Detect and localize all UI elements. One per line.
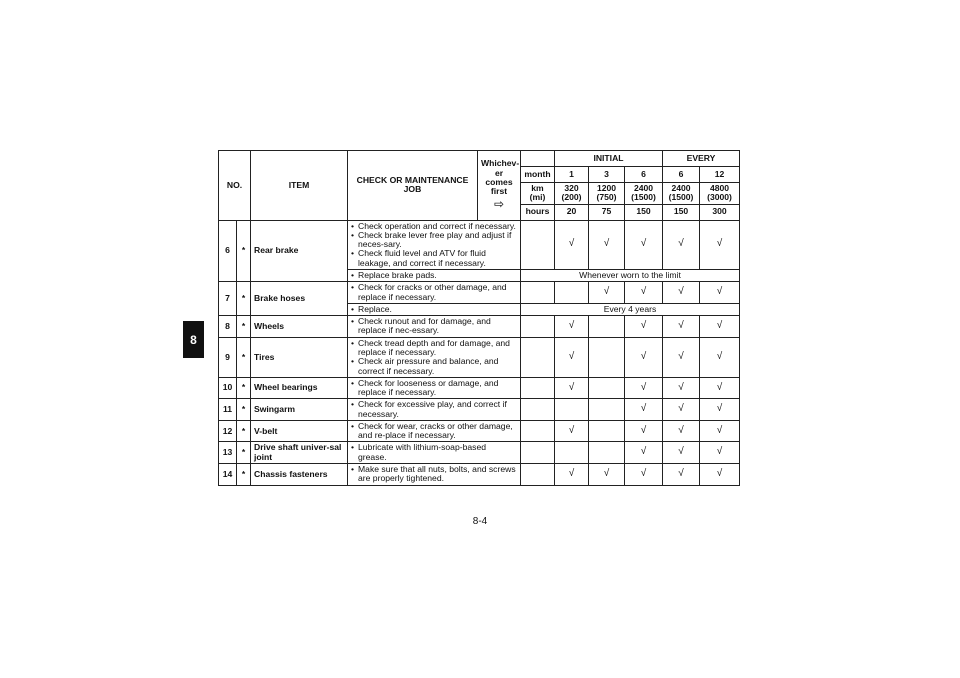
table-row: [219, 316, 740, 338]
check-mark: √: [589, 220, 625, 269]
check-mark: √: [663, 464, 700, 486]
row-job: [348, 220, 521, 269]
row-number: 8: [219, 316, 237, 338]
job-line: • Check operation and correct if necessary.: [351, 222, 517, 231]
check-mark: √: [589, 464, 625, 486]
check-mark: √: [700, 399, 740, 421]
check-mark: √: [663, 420, 700, 442]
row-star: *: [237, 420, 251, 442]
job-line: • Lubricate with lithium-soap-based grease.: [351, 443, 517, 462]
label-column-cell: [521, 316, 555, 338]
job-line: • Replace brake pads.: [351, 271, 517, 280]
job-line: • Make sure that all nuts, bolts, and screws are properly tightened.: [351, 465, 517, 484]
check-mark: √: [555, 220, 589, 269]
header-whichever: [478, 151, 521, 221]
empty-cell: [555, 442, 589, 464]
row-item: V-belt: [251, 420, 348, 442]
table-row: [219, 220, 740, 269]
check-mark: √: [700, 282, 740, 304]
job-line: • Check for wear, cracks or other damage, and re-place if necessary.: [351, 422, 517, 441]
row-number: 7: [219, 282, 237, 316]
table-row: [219, 377, 740, 399]
label-column-cell: [521, 220, 555, 269]
row-job: [348, 442, 521, 464]
check-mark: √: [663, 316, 700, 338]
label-column-cell: [521, 464, 555, 486]
row-job: [348, 420, 521, 442]
header-every: EVERY: [663, 151, 740, 167]
check-mark: √: [663, 282, 700, 304]
empty-cell: [555, 399, 589, 421]
row-star: *: [237, 337, 251, 377]
check-mark: √: [700, 316, 740, 338]
row-item: Drive shaft univer-sal joint: [251, 442, 348, 464]
row-item: Swingarm: [251, 399, 348, 421]
label-column-cell: [521, 377, 555, 399]
row-number: 9: [219, 337, 237, 377]
check-mark: √: [625, 420, 663, 442]
table-body: [219, 220, 740, 485]
job-line: • Replace.: [351, 305, 517, 314]
table-row: [219, 337, 740, 377]
empty-cell: [555, 282, 589, 304]
label-column-cell: [521, 420, 555, 442]
row-item: Tires: [251, 337, 348, 377]
row-job: [348, 337, 521, 377]
row-number: 14: [219, 464, 237, 486]
row-star: *: [237, 377, 251, 399]
header-month-0: 1: [555, 167, 589, 183]
header-km-4: 4800 (3000): [700, 183, 740, 205]
chapter-tab-label: 8: [190, 332, 197, 347]
row-star: *: [237, 442, 251, 464]
job-line: • Check fluid level and ATV for fluid leakage, and correct if necessary.: [351, 249, 517, 268]
job-line: • Check for looseness or damage, and replace if necessary.: [351, 379, 517, 398]
row-item: Brake hoses: [251, 282, 348, 316]
check-mark: √: [700, 464, 740, 486]
header-initial: INITIAL: [555, 151, 663, 167]
check-mark: √: [555, 420, 589, 442]
label-column-cell: [521, 282, 555, 304]
job-line: • Check brake lever free play and adjust if neces-sary.: [351, 231, 517, 250]
job-line: • Check air pressure and balance, and correct if necessary.: [351, 357, 517, 376]
interval-span: Every 4 years: [521, 303, 740, 315]
check-mark: √: [625, 377, 663, 399]
row-star: *: [237, 282, 251, 316]
row-job: [348, 377, 521, 399]
row-number: 12: [219, 420, 237, 442]
row-number: 10: [219, 377, 237, 399]
row-item: Wheels: [251, 316, 348, 338]
check-mark: √: [625, 316, 663, 338]
empty-cell: [589, 377, 625, 399]
header-km-0: 320 (200): [555, 183, 589, 205]
row-job: [348, 303, 521, 315]
check-mark: √: [555, 464, 589, 486]
check-mark: √: [555, 316, 589, 338]
page-number: 8-4: [472, 516, 488, 527]
row-star: *: [237, 399, 251, 421]
row-star: *: [237, 220, 251, 282]
row-item: Wheel bearings: [251, 377, 348, 399]
job-line: • Check tread depth and for damage, and replace if necessary.: [351, 339, 517, 358]
header-month-4: 12: [700, 167, 740, 183]
row-star: *: [237, 316, 251, 338]
check-mark: √: [700, 442, 740, 464]
check-mark: √: [625, 282, 663, 304]
header-km-3: 2400 (1500): [663, 183, 700, 205]
header-whichever-label: Whichev-er comes first: [481, 158, 520, 197]
table-row: [219, 282, 740, 304]
check-mark: √: [663, 220, 700, 269]
header-hours-4: 300: [700, 204, 740, 220]
empty-cell: [589, 337, 625, 377]
empty-cell: [589, 399, 625, 421]
row-job: [348, 269, 521, 281]
check-mark: √: [625, 220, 663, 269]
row-star: *: [237, 464, 251, 486]
row-number: 11: [219, 399, 237, 421]
header-month-3: 6: [663, 167, 700, 183]
row-item: Rear brake: [251, 220, 348, 282]
header-hours-2: 150: [625, 204, 663, 220]
job-line: • Check for excessive play, and correct if necessary.: [351, 400, 517, 419]
label-column-cell: [521, 337, 555, 377]
empty-cell: [589, 442, 625, 464]
check-mark: √: [663, 399, 700, 421]
label-column-cell: [521, 442, 555, 464]
check-mark: √: [700, 220, 740, 269]
table-row: [219, 464, 740, 486]
maintenance-table: [218, 150, 740, 486]
header-month-2: 6: [625, 167, 663, 183]
table-header: [219, 151, 740, 221]
check-mark: √: [663, 337, 700, 377]
label-column-cell: [521, 399, 555, 421]
chapter-tab: [183, 321, 204, 358]
header-blank: [521, 151, 555, 167]
header-month-label: month: [521, 167, 555, 183]
job-line: • Check for cracks or other damage, and replace if necessary.: [351, 283, 517, 302]
check-mark: √: [625, 337, 663, 377]
row-job: [348, 464, 521, 486]
row-job: [348, 316, 521, 338]
header-hours-3: 150: [663, 204, 700, 220]
table-row: [219, 420, 740, 442]
check-mark: √: [700, 420, 740, 442]
header-km-1: 1200 (750): [589, 183, 625, 205]
row-item: Chassis fasteners: [251, 464, 348, 486]
header-hours-label: hours: [521, 204, 555, 220]
check-mark: √: [625, 399, 663, 421]
check-mark: √: [625, 464, 663, 486]
job-line: • Check runout and for damage, and replace if nec-essary.: [351, 317, 517, 336]
header-km-label: km (mi): [521, 183, 555, 205]
check-mark: √: [700, 337, 740, 377]
header-hours-1: 75: [589, 204, 625, 220]
check-mark: √: [555, 377, 589, 399]
table-row: [219, 399, 740, 421]
check-mark: √: [663, 377, 700, 399]
empty-cell: [589, 420, 625, 442]
arrow-right-icon: ⇨: [493, 197, 505, 212]
empty-cell: [589, 316, 625, 338]
header-month-1: 3: [589, 167, 625, 183]
header-km-2: 2400 (1500): [625, 183, 663, 205]
row-number: 6: [219, 220, 237, 282]
table-row: [219, 442, 740, 464]
header-no: NO.: [219, 151, 251, 221]
check-mark: √: [555, 337, 589, 377]
check-mark: √: [625, 442, 663, 464]
header-check: CHECK OR MAINTENANCE JOB: [348, 151, 478, 221]
row-number: 13: [219, 442, 237, 464]
check-mark: √: [663, 442, 700, 464]
row-job: [348, 282, 521, 304]
interval-span: Whenever worn to the limit: [521, 269, 740, 281]
header-hours-0: 20: [555, 204, 589, 220]
check-mark: √: [700, 377, 740, 399]
header-item: ITEM: [251, 151, 348, 221]
row-job: [348, 399, 521, 421]
check-mark: √: [589, 282, 625, 304]
